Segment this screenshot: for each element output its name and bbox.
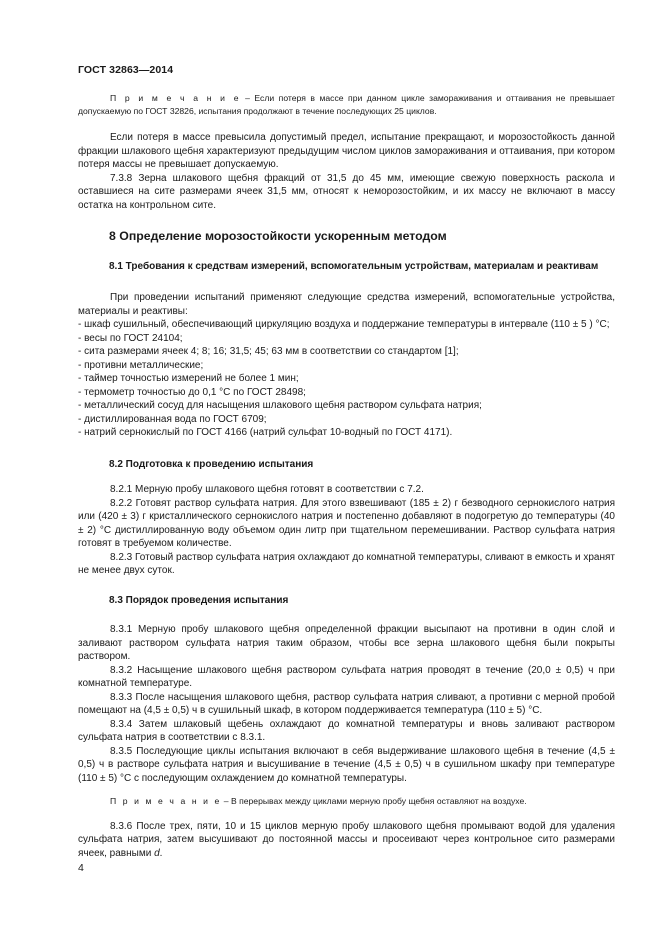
clause-8-2-3: 8.2.3 Готовый раствор сульфата натрия охлаждают до комнатной температуры, сливают в емкость и хранят не менее двух суток.: [78, 551, 615, 576]
clause-8-2-2: 8.2.2 Готовят раствор сульфата натрия. Для этого взвешивают (185 ± 2) г безводного сернокислого натрия или (420 ± 3) г кристаллического сернокислого натрия и постепенно добавляют в подогретую до температуры (40 ± 2) °С дистиллированную воду объемом один литр при тщательном перемешивании. Раствор сульфата натрия готовят в требуемом количестве.: [78, 497, 615, 549]
clause-8-3-6: [78, 820, 615, 861]
note-label: П р и м е ч а н и е: [110, 796, 222, 806]
note-text: – Если потеря в массе при данном цикле замораживания и оттаивания не превышает допускаемую по ГОСТ 32826, испытания продолжают в течение последующих 25 циклов.: [78, 93, 615, 116]
clause-8-3-3: 8.3.3 После насыщения шлакового щебня, раствор сульфата натрия сливают, а противни с мерной пробой помещают на (4,5 ± 0,5) ч в сушильный шкаф, в котором поддерживается температура (110 ± 5) °С.: [78, 691, 615, 716]
page-number: 4: [78, 862, 84, 874]
list-item: - сита размерами ячеек 4; 8; 16; 31,5; 45; 63 мм в соответствии со стандартом [1];: [78, 346, 459, 357]
clause-8-3-4: 8.3.4 Затем шлаковый щебень охлаждают до комнатной температуры и вновь заливают раствором сульфата натрия в соответствии с 8.3.1.: [78, 718, 615, 743]
clause-7-3-8: 7.3.8 Зерна шлакового щебня фракций от 31,5 до 45 мм, имеющие свежую поверхность раскола и оставшиеся на сите размерами ячеек 31,5 мм, относят к неморозостойким, и их массу не включают в массу остатка на контрольном сите.: [78, 172, 615, 211]
clause-8-3-2: 8.3.2 Насыщение шлакового щебня раствором сульфата натрия проводят в течение (20,0 ± 0,5) ч при комнатной температуре.: [78, 664, 615, 689]
note-between-cycles: [78, 795, 615, 808]
list-item: - дистиллированная вода по ГОСТ 6709;: [78, 413, 267, 425]
document-standard-header: ГОСТ 32863—2014: [78, 64, 174, 76]
page-content: [78, 88, 615, 860]
paragraph-loss-exceeded: Если потеря в массе превысила допустимый предел, испытание прекращают, и морозостойкость данной фракции шлакового щебня характеризуют предыдущим числом циклов замораживания и оттаивания, при котором потеря массы не превышает допускаемую.: [78, 132, 615, 170]
note-label: П р и м е ч а н и е: [110, 93, 241, 103]
list-item: - натрий сернокислый по ГОСТ 4166 (натрий сульфат 10-водный по ГОСТ 4171).: [78, 427, 453, 438]
list-item: - термометр точностью до 0,1 °С по ГОСТ 28498;: [78, 386, 306, 398]
section-title-8: 8 Определение морозостойкости ускоренным методом: [109, 229, 447, 243]
note-text: – В перерывах между циклами мерную пробу щебня оставляют на воздухе.: [221, 796, 527, 806]
note-loss-in-mass: [78, 92, 615, 117]
list-item: - противни металлические;: [78, 359, 204, 371]
list-item: - таймер точностью измерений не более 1 мин;: [78, 373, 299, 384]
sieve-size-symbol: d: [154, 847, 160, 859]
list-item: - весы по ГОСТ 24104;: [78, 332, 183, 344]
clause-8-3-6-end: .: [159, 847, 163, 859]
clause-8-3-5: 8.3.5 Последующие циклы испытания включают в себя выдерживание шлакового щебня в течение (4,5 ± 0,5) ч в растворе сульфата натрия и высушивание в течение (4,5 ± 0,5) ч в сушильном шкафу при температуре (110 ± 5) °С с последующим охлаждением до комнатной температуры.: [78, 745, 615, 784]
clause-8-2-1: 8.2.1 Мерную пробу шлакового щебня готовят в соответствии с 7.2.: [110, 484, 424, 495]
subsection-title-8-3: 8.3 Порядок проведения испытания: [109, 594, 289, 606]
list-item: - металлический сосуд для насыщения шлакового щебня раствором сульфата натрия;: [78, 400, 482, 411]
list-item: - шкаф сушильный, обеспечивающий циркуляцию воздуха и поддержание температуры в интервале (110 ± 5 ) °С;: [78, 319, 610, 330]
subsection-title-8-1: 8.1 Требования к средствам измерений, вспомогательным устройствам, материалам и реактивам: [109, 260, 599, 272]
subsection-8-1-intro: При проведении испытаний применяют следующие средства измерений, вспомогательные устройства, материалы и реактивы:: [78, 292, 615, 317]
equipment-list: [78, 318, 615, 440]
clause-8-3-6-text: 8.3.6 После трех, пяти, 10 и 15 циклов мерную пробу шлакового щебня промывают водой для удаления сульфата натрия, затем высушивают до постоянной массы и просеивают через контрольное сито размерами ячеек, равными: [78, 820, 615, 859]
clause-8-3-1: 8.3.1 Мерную пробу шлакового щебня определенной фракции высыпают на противни в один слой и заливают раствором сульфата натрия таким образом, чтобы все зерна шлакового щебня были покрыты раствором.: [78, 624, 615, 662]
subsection-title-8-2: 8.2 Подготовка к проведению испытания: [109, 458, 314, 470]
